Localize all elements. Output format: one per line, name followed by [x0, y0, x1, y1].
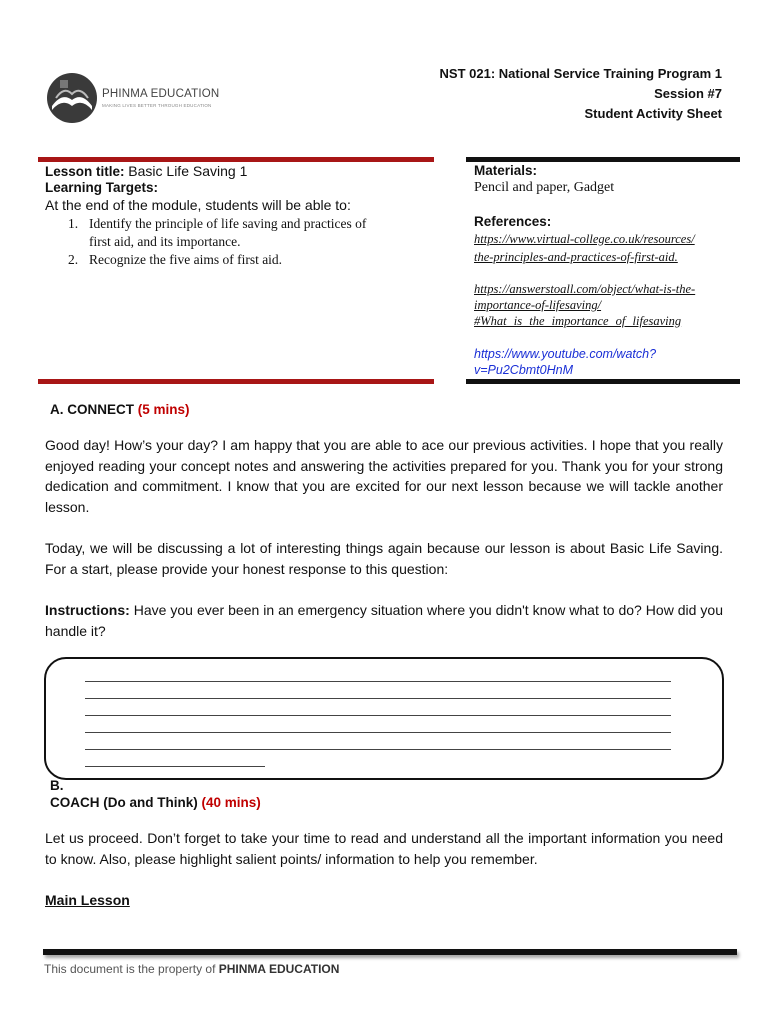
coach-time: (40 mins) — [201, 795, 261, 810]
learning-targets-intro: At the end of the module, students will be able to: — [45, 197, 351, 213]
connect-paragraph-2: Today, we will be discussing a lot of interesting things again because our lesson is about Basic Life Saving. For a start, please provide your honest response to this question: — [45, 540, 723, 577]
materials-value: Pencil and paper, Gadget — [474, 180, 615, 195]
instructions-label: Instructions: — [45, 602, 130, 618]
reference-2-line3[interactable]: #What is the importance of lifesaving — [474, 314, 682, 328]
connect-heading-label: A. CONNECT — [50, 402, 134, 417]
target-item-1-line2: first aid, and its importance. — [89, 234, 241, 249]
main-lesson-heading: Main Lesson — [45, 892, 130, 908]
target-number-2: 2. — [68, 252, 79, 267]
connect-heading — [50, 402, 190, 417]
logo-name: PHINMA EDUCATION — [102, 88, 220, 100]
lesson-title-label: Lesson title: — [45, 164, 125, 179]
course-title: NST 021: National Service Training Program 1 — [439, 66, 722, 81]
target-number-1: 1. — [68, 216, 79, 231]
reference-2-line1[interactable]: https://answerstoall.com/object/what-is-the- — [474, 282, 696, 296]
reference-3-line2[interactable]: v=Pu2Cbmt0HnM — [474, 363, 573, 377]
logo-tagline: MAKING LIVES BETTER THROUGH EDUCATION — [102, 103, 212, 108]
instructions — [45, 600, 723, 641]
answer-line-1[interactable] — [85, 681, 671, 682]
lesson-bottom-divider — [38, 379, 434, 384]
answer-line-6[interactable] — [85, 766, 265, 767]
reference-2-line2[interactable]: importance-of-lifesaving/ — [474, 298, 602, 312]
coach-paragraph-1: Let us proceed. Don’t forget to take your time to read and understand all the important information you need to know. Also, please highlight salient points/ information to help you remember. — [45, 830, 723, 867]
reference-1-line2[interactable]: the-principles-and-practices-of-first-aid. — [474, 250, 678, 264]
materials-label: Materials: — [474, 163, 538, 178]
answer-line-3[interactable] — [85, 715, 671, 716]
answer-box[interactable] — [44, 657, 724, 780]
reference-3-line1[interactable]: https://www.youtube.com/watch? — [474, 347, 657, 361]
target-item-1-line1: Identify the principle of life saving and practices of — [89, 216, 367, 231]
references-label: References: — [474, 214, 552, 229]
phinma-emblem-icon — [46, 70, 98, 126]
instructions-text: Have you ever been in an emergency situation where you didn't know what to do? How did you handle it? — [45, 602, 723, 639]
reference-1-line1[interactable]: https://www.virtual-college.co.uk/resources/ — [474, 232, 695, 246]
learning-targets-label: Learning Targets: — [45, 180, 159, 195]
footer-prefix: This document is the property of — [44, 962, 219, 976]
lesson-top-divider — [38, 157, 434, 162]
sheet-title: Student Activity Sheet — [584, 106, 722, 121]
footer-text — [44, 962, 339, 976]
answer-line-2[interactable] — [85, 698, 671, 699]
connect-time: (5 mins) — [137, 402, 190, 417]
lesson-title-value: Basic Life Saving 1 — [128, 163, 248, 179]
target-item-2-line1: Recognize the five aims of first aid. — [89, 252, 283, 267]
answer-line-4[interactable] — [85, 732, 671, 733]
coach-b-label: B. — [50, 778, 64, 793]
coach-heading — [50, 795, 261, 810]
session-number: Session #7 — [654, 86, 722, 101]
footer-owner: PHINMA EDUCATION — [218, 962, 340, 976]
connect-paragraph-1: Good day! How’s your day? I am happy that you are able to ace our previous activities. I hope that you really enjoyed reading your concept notes and answering the activities prepared for you. Thank you for your strong dedication and commitment. I know that you are excited for our next lesson because we will tackle another lesson. — [45, 437, 723, 515]
phinma-logo — [46, 70, 214, 130]
materials-bottom-divider — [466, 379, 740, 384]
answer-line-5[interactable] — [85, 749, 671, 750]
materials-top-divider — [466, 157, 740, 162]
coach-heading-label: COACH (Do and Think) — [50, 795, 198, 810]
footer-divider — [43, 949, 737, 955]
lesson-title — [45, 163, 247, 179]
